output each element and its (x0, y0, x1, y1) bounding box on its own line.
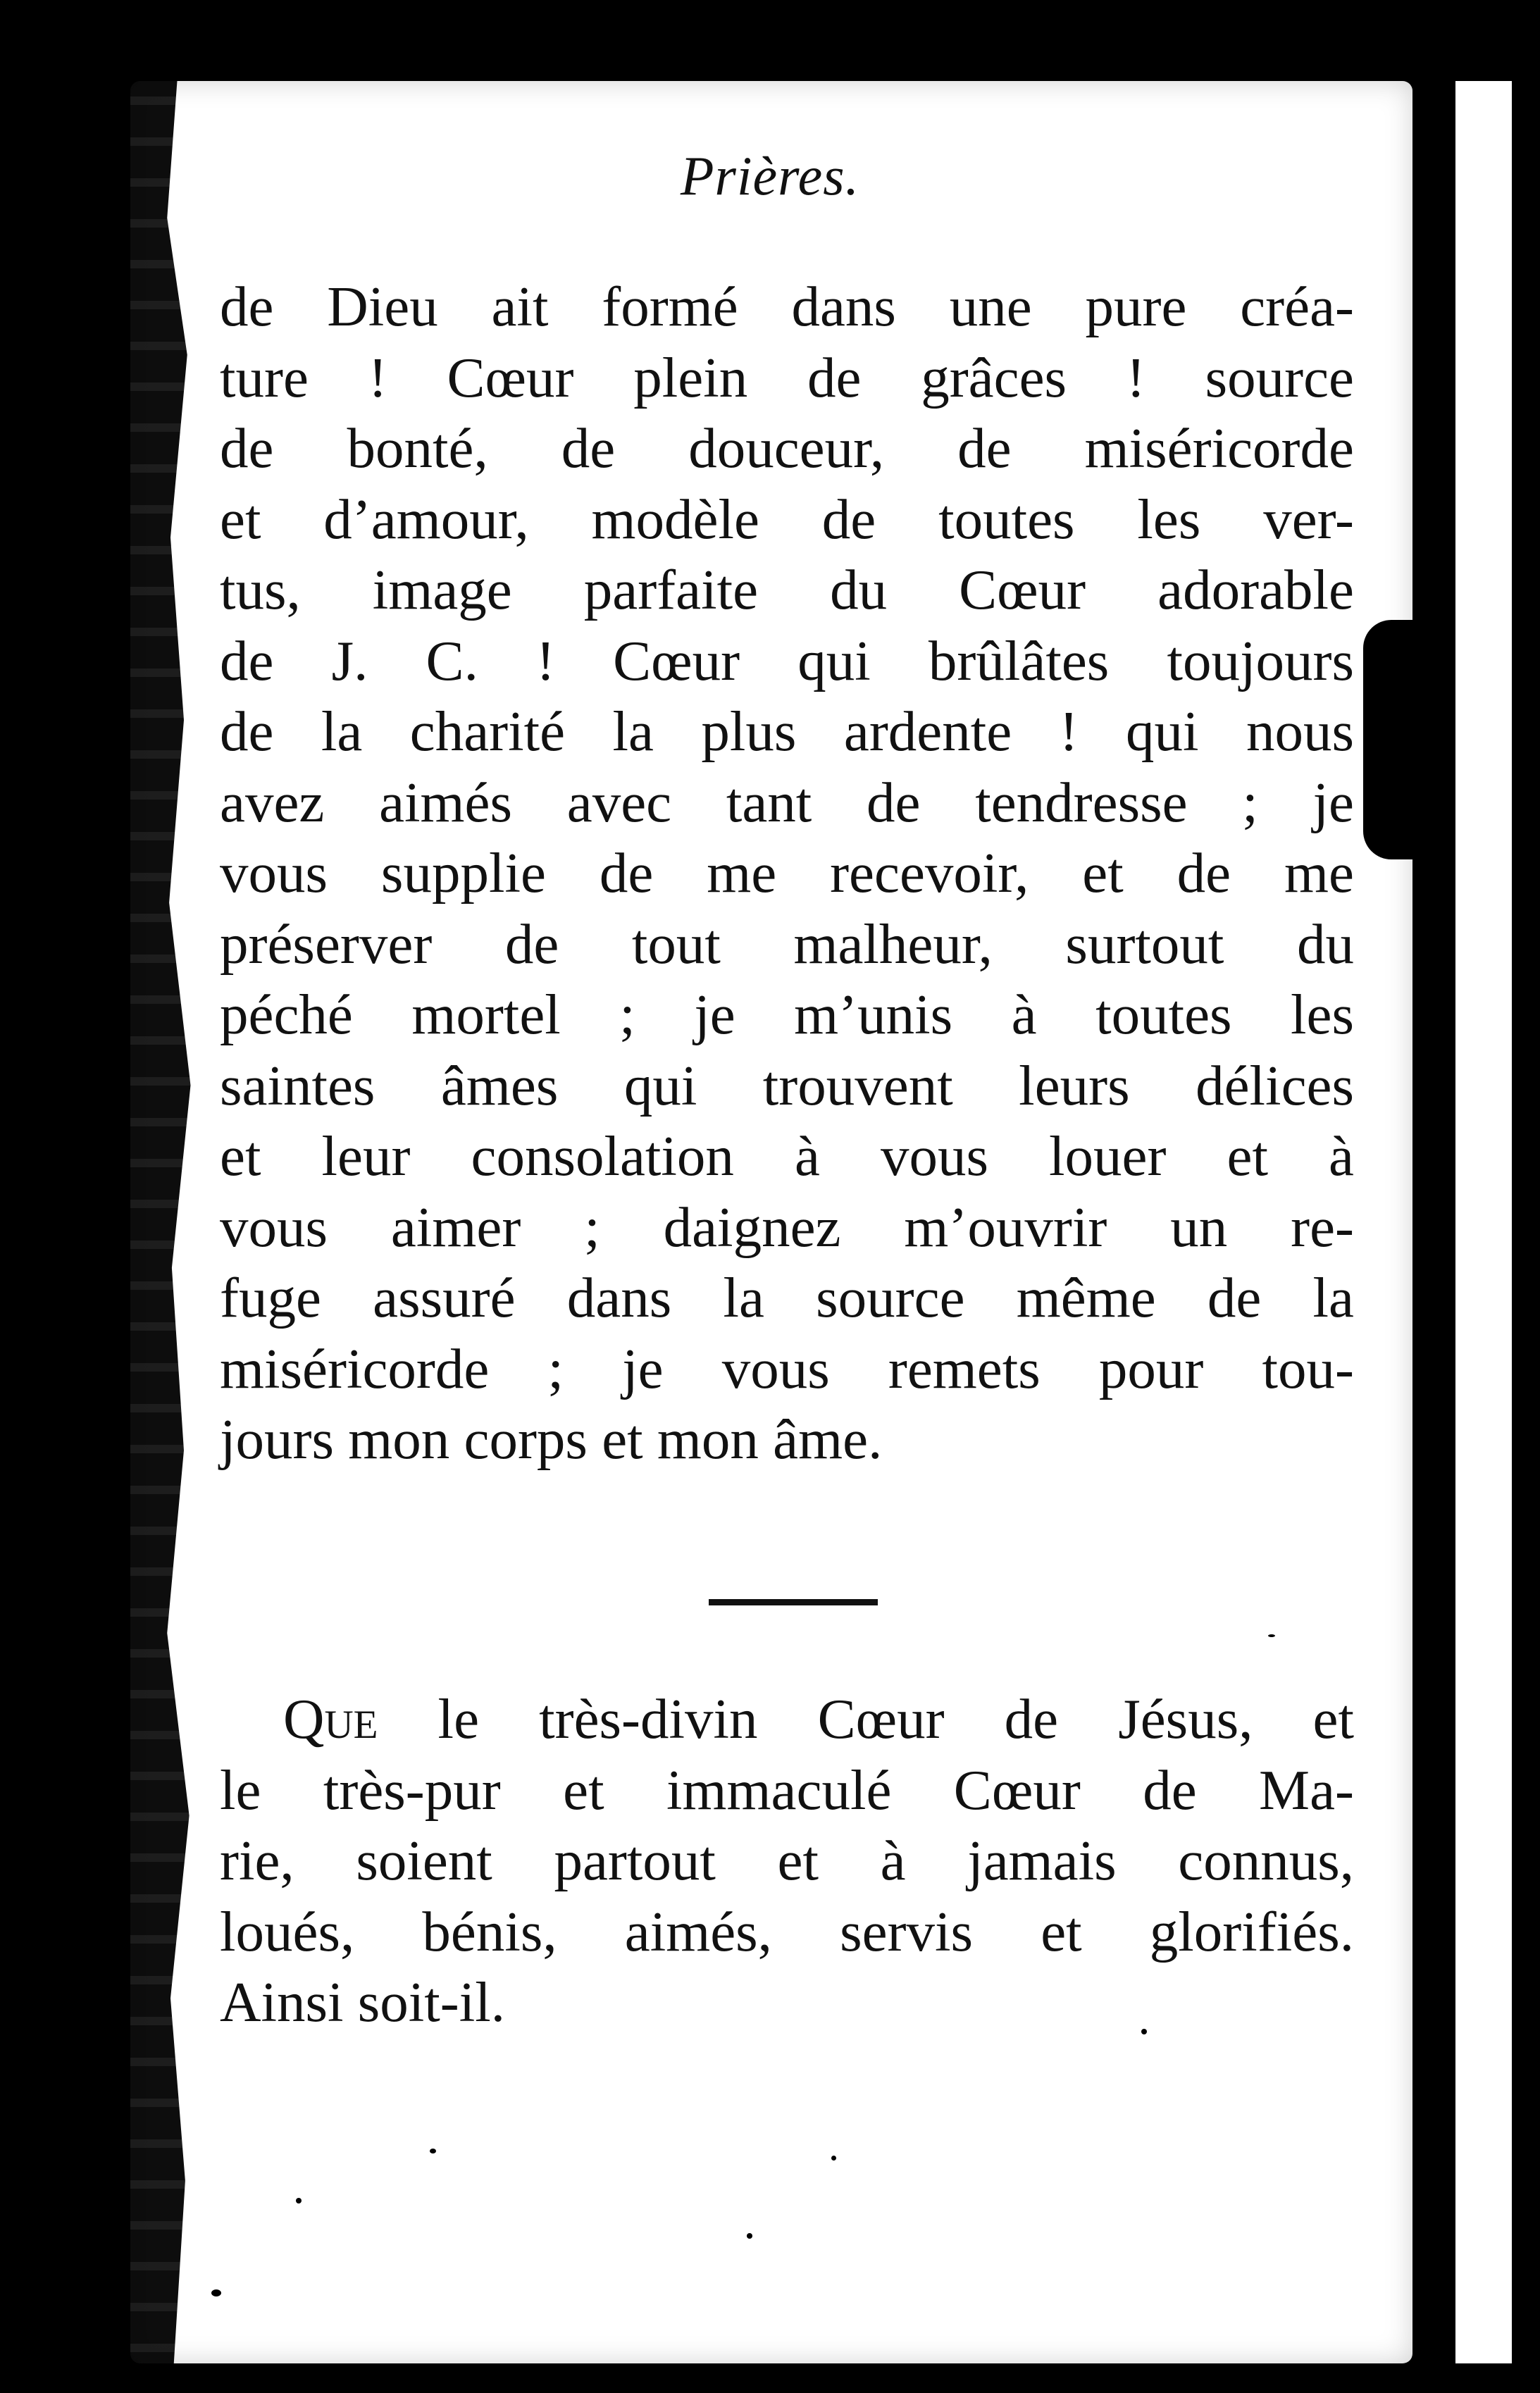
text-line: ture ! Cœur plein de grâces ! source (220, 345, 1354, 409)
text-line: et leur consolation à vous louer et à (220, 1124, 1354, 1188)
closing-invocation (220, 1684, 1354, 2038)
scan-speck (1141, 2029, 1147, 2034)
text-line: de J. C. ! Cœur qui brûlâtes toujours (220, 628, 1354, 692)
text-line: de la charité la plus ardente ! qui nous (220, 700, 1354, 763)
scan-speck (1268, 1634, 1275, 1637)
closing-first-line (220, 1684, 1354, 1755)
binding-shadow-mark (1363, 620, 1412, 859)
next-page-edge (1446, 81, 1512, 2363)
section-divider-rule (709, 1599, 878, 1605)
text-line: tus, image parfaite du Cœur adorable (220, 558, 1354, 621)
text-line: péché mortel ; je m’unis à toutes les (220, 983, 1354, 1046)
closing-first-line-rest: le très-divin Cœur de Jésus, et (378, 1687, 1354, 1751)
text-line: jours mon corps et mon âme. (220, 1407, 883, 1471)
text-line: loués, bénis, aimés, servis et glorifiés. (220, 1899, 1354, 1963)
scan-speck (747, 2233, 752, 2239)
text-line: miséricorde ; je vous remets pour tou- (220, 1336, 1354, 1400)
scan-speck (296, 2198, 302, 2204)
scan-speck (430, 2149, 436, 2153)
text-line: le très-pur et immaculé Cœur de Ma- (220, 1758, 1354, 1822)
scan-speck (831, 2156, 836, 2161)
text-line: et d’amour, modèle de toutes les ver- (220, 487, 1354, 551)
text-line: fuge assuré dans la source même de la (220, 1266, 1354, 1329)
text-line: de bonté, de douceur, de miséricorde (220, 416, 1354, 480)
text-line: saintes âmes qui trouvent leurs délices (220, 1053, 1354, 1117)
text-line: préserver de tout malheur, surtout du (220, 912, 1354, 976)
text-line: Ainsi soit-il. (220, 1970, 506, 2034)
prayer-text (220, 271, 1354, 1475)
closing-first-word: Que (283, 1687, 378, 1751)
scan-speck (211, 2289, 221, 2296)
text-line: avez aimés avec tant de tendresse ; je (220, 770, 1354, 834)
running-head: Prières. (680, 145, 860, 206)
text-line: rie, soient partout et à jamais connus, (220, 1829, 1354, 1892)
text-line: de Dieu ait formé dans une pure créa- (220, 275, 1354, 338)
text-line: vous aimer ; daignez m’ouvrir un re- (220, 1195, 1354, 1259)
text-line: vous supplie de me recevoir, et de me (220, 841, 1354, 905)
